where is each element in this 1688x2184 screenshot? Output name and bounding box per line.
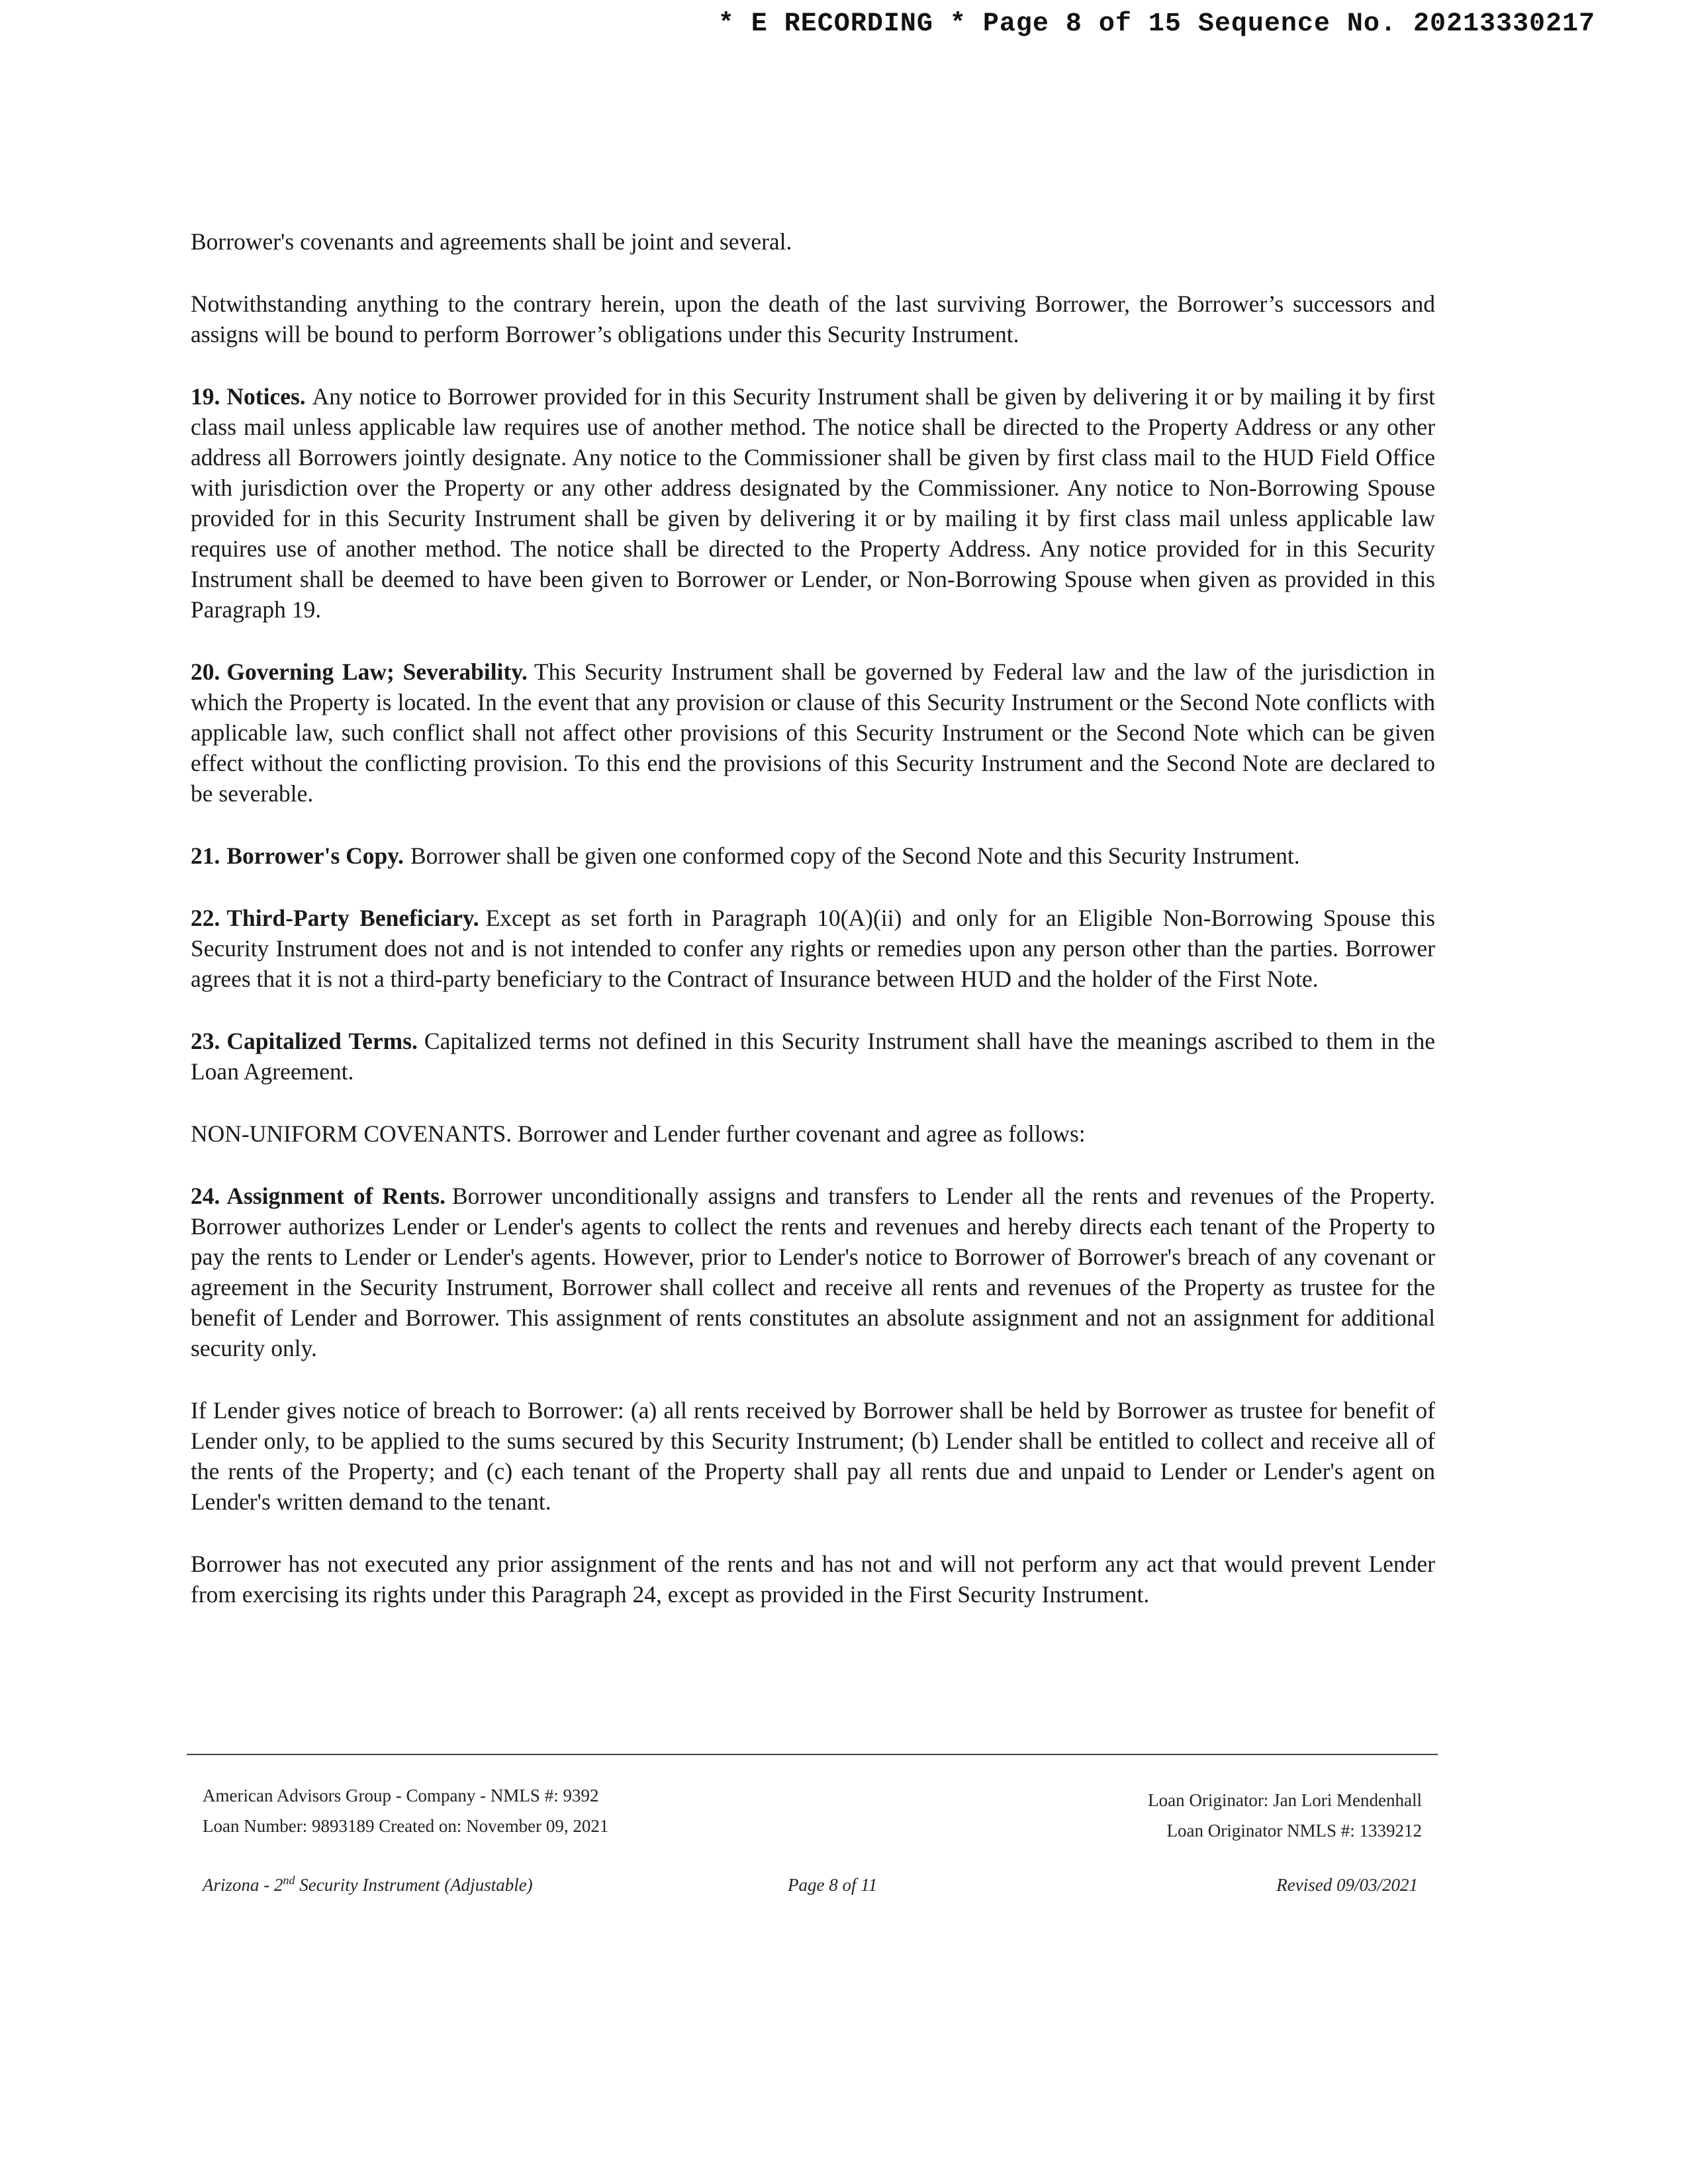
footer-originator: Loan Originator: Jan Lori Mendenhall bbox=[1148, 1790, 1422, 1810]
section-number: 24. bbox=[191, 1183, 220, 1209]
form-name-suffix: Security Instrument (Adjustable) bbox=[295, 1875, 533, 1895]
section-text: Capitalized terms not defined in this Security Instrument shall have the meanings ascribed to them in the Loan Agreement. bbox=[191, 1028, 1436, 1085]
footer-divider bbox=[187, 1754, 1438, 1755]
footer-lender-info bbox=[203, 1780, 608, 1841]
section-21-borrowers-copy bbox=[191, 841, 1435, 871]
form-name-superscript: nd bbox=[283, 1874, 295, 1887]
footer-originator-info bbox=[1148, 1785, 1422, 1846]
section-heading: Borrower's Copy. bbox=[226, 842, 404, 869]
section-heading: Assignment of Rents. bbox=[226, 1183, 445, 1209]
paragraph-if-lender-gives-notice: If Lender gives notice of breach to Borrower: (a) all rents received by Borrower shall be held by Borrower as trustee for benefit of Lender only, to be applied to the sums secured by this Security Instrument; (b) Lender shall be entitled to collect and receive all of the rents of the Property; and (c) each tenant of the Property shall pay all rents due and unpaid to Lender or Lender's agent on Lender's written demand to the tenant. bbox=[191, 1397, 1435, 1515]
non-uniform-covenants: NON-UNIFORM COVENANTS. Borrower and Lender further covenant and agree as follows: bbox=[191, 1120, 1086, 1147]
recording-stamp: * E RECORDING * Page 8 of 15 Sequence No. 20213330217 bbox=[718, 9, 1595, 39]
section-text: Borrower shall be given one conformed copy of the Second Note and this Security Instrument. bbox=[410, 842, 1300, 869]
section-20-governing-law bbox=[191, 657, 1435, 809]
section-heading: Capitalized Terms. bbox=[226, 1028, 418, 1054]
section-text: This Security Instrument shall be governed by Federal law and the law of the jurisdiction in which the Property is located. In the event that any provision or clause of this Security Instrument or the Second Note conflicts with applicable law, such conflict shall not affect other provisions of this Security Instrument or the Second Note which can be given effect without the conflicting provision. To this end the provisions of this Security Instrument and the Second Note are declared to be severable. bbox=[191, 659, 1435, 807]
footer-originator-nmls: Loan Originator NMLS #: 1339212 bbox=[1166, 1821, 1422, 1841]
section-22-third-party-beneficiary bbox=[191, 903, 1435, 994]
footer-loan-number: Loan Number: 9893189 Created on: November 09, 2021 bbox=[203, 1816, 609, 1836]
section-heading: Third-Party Beneficiary. bbox=[226, 905, 479, 931]
document-body bbox=[191, 226, 1435, 1641]
section-number: 23. bbox=[191, 1028, 220, 1054]
section-text: Any notice to Borrower provided for in this Security Instrument shall be given by delivering it or by mailing it by first class mail unless applicable law requires use of another method. The notice shall be directed to the Property Address or any other address all Borrowers jointly designate. Any notice to the Commissioner shall be given by first class mail to the HUD Field Office with jurisdiction over the Property or any other address designated by the Commissioner. Any notice to Non-Borrowing Spouse provided for in this Security Instrument shall be given by delivering it or by mailing it by first class mail unless applicable law requires use of another method. The notice shall be directed to the Property Address. Any notice provided for in this Security Instrument shall be deemed to have been given to Borrower or Lender, or Non-Borrowing Spouse when given as provided in this Paragraph 19. bbox=[191, 383, 1435, 623]
footer-form-name bbox=[203, 1875, 533, 1895]
footer-company: American Advisors Group - Company - NMLS #: 9392 bbox=[203, 1786, 599, 1805]
section-24-assignment-of-rents bbox=[191, 1181, 1435, 1363]
section-number: 22. bbox=[191, 905, 220, 931]
section-heading: Governing Law; Severability. bbox=[226, 659, 528, 685]
section-number: 20. bbox=[191, 659, 220, 685]
paragraph-prior-assignment: Borrower has not executed any prior assignment of the rents and has not and will not perform any act that would prevent Lender from exercising its rights under this Paragraph 24, except as provided in the First Security Instrument. bbox=[191, 1551, 1435, 1608]
section-23-capitalized-terms bbox=[191, 1026, 1435, 1087]
section-heading: Notices. bbox=[226, 383, 306, 410]
paragraph-joint-several: Borrower's covenants and agreements shall be joint and several. bbox=[191, 228, 792, 255]
footer-revised-date: Revised 09/03/2021 bbox=[1276, 1875, 1418, 1895]
section-number: 21. bbox=[191, 842, 220, 869]
section-text: Borrower unconditionally assigns and transfers to Lender all the rents and revenues of the Property. Borrower authorizes Lender or Lender's agents to collect the rents and revenues and hereby directs each tenant of the Property to pay the rents to Lender or Lender's agents. However, prior to Lender's notice to Borrower of Borrower's breach of any covenant or agreement in the Security Instrument, Borrower shall collect and receive all rents and revenues of the Property as trustee for the benefit of Lender and Borrower. This assignment of rents constitutes an absolute assignment and not an assignment for additional security only. bbox=[191, 1183, 1435, 1361]
footer-page-number: Page 8 of 11 bbox=[788, 1875, 878, 1895]
paragraph-notwithstanding: Notwithstanding anything to the contrary herein, upon the death of the last surviving Borrower, the Borrower’s successors and assigns will be bound to perform Borrower’s obligations under this Security Instrument. bbox=[191, 291, 1435, 347]
section-19-notices bbox=[191, 381, 1435, 625]
section-number: 19. bbox=[191, 383, 220, 410]
form-name-prefix: Arizona - 2 bbox=[203, 1875, 283, 1895]
section-text: Except as set forth in Paragraph 10(A)(ii) and only for an Eligible Non-Borrowing Spouse this Security Instrument does not and is not intended to confer any rights or remedies upon any person other than the parties. Borrower agrees that it is not a third-party beneficiary to the Contract of Insurance between HUD and the holder of the First Note. bbox=[191, 905, 1435, 992]
